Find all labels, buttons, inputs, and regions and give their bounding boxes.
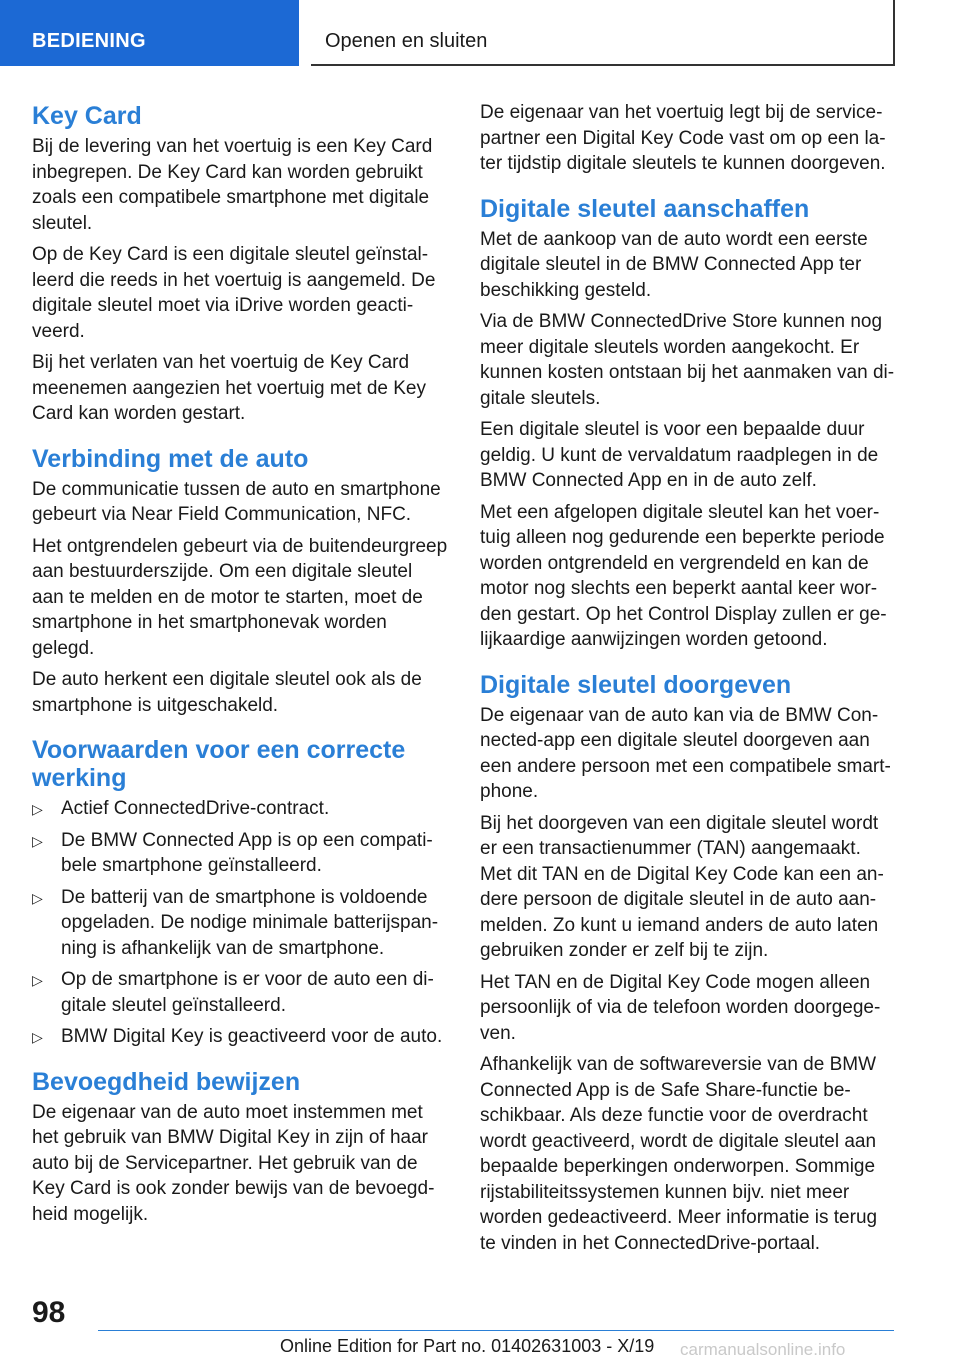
right-column	[480, 100, 896, 1262]
paragraph: Bij het verlaten van het voertuig de Key Card meenemen aangezien het voertuig met de Key Card kan worden gestart.	[32, 352, 426, 424]
chapter-label: Openen en sluiten	[325, 30, 488, 52]
paragraph: Bij het doorgeven van een digitale sleutel wordt er een transactienummer (TAN) aangemaakt. Met dit TAN en de Digital Key Code kan een andere persoon de digitale sleutel in de auto aanmelden. Zo kunt u iemand anders de auto laten gebruiken zonder er zelf bij te zijn.	[480, 812, 884, 961]
paragraph: De eigenaar van het voertuig legt bij de servicepartner een Digital Key Code vast om op een later tijdstip digitale sleutels te kunnen doorgeven.	[480, 102, 886, 174]
heading-key-card: Key Card	[32, 102, 142, 130]
paragraph: De communicatie tussen de auto en smartphone gebeurt via Near Field Communication, NFC.	[32, 478, 441, 525]
triangle-bullet-icon: ▷	[32, 972, 43, 988]
paragraph: Afhankelijk van de softwareversie van de BMW Connected App is de Safe Share-functie beschikbaar. Als deze functie voor de overdracht wordt geactiveerd, wordt de digitale sleutel aan bepaalde beperkingen onderworpen. Sommige rijstabiliteitssystemen kunnen bijv. niet meer worden gedeactiveerd. Meer informatie is terug te vinden in het ConnectedDrive-portaal.	[480, 1054, 878, 1254]
list-item: ▷ De BMW Connected App is op een compatibele smartphone geïnstalleerd.	[32, 829, 433, 876]
paragraph: De eigenaar van de auto moet instemmen met het gebruik van BMW Digital Key in zijn of haar auto bij de Servicepartner. Het gebruik van de Key Card is ook zonder bewijs van de bevoegdheid mogelijk.	[32, 1101, 435, 1225]
edition-note: Online Edition for Part no. 01402631003 - X/19	[280, 1336, 655, 1356]
paragraph: De eigenaar van de auto kan via de BMW Connected-app een digitale sleutel doorgeven aan een andere persoon met een compatibele smartphone.	[480, 704, 891, 802]
triangle-bullet-icon: ▷	[32, 889, 43, 906]
heading-doorgeven: Digitale sleutel doorgeven	[480, 670, 792, 699]
heading-aanschaffen: Digitale sleutel aanschaffen	[480, 194, 810, 223]
heading-bevoegdheid: Bevoegdheid bewijzen	[32, 1067, 301, 1096]
left-column	[32, 100, 448, 1233]
paragraph: Via de BMW ConnectedDrive Store kunnen nog meer digitale sleutels worden aangekocht. Er kunnen kosten ontstaan bij het aanmaken van digitale sleutels.	[480, 311, 895, 409]
list-item: ▷ Op de smartphone is er voor de auto een digitale sleutel geïnstalleerd.	[32, 969, 434, 1016]
section-tab	[0, 0, 299, 66]
page-number: 98	[32, 1296, 66, 1329]
paragraph: Een digitale sleutel is voor een bepaalde duur geldig. U kunt de vervaldatum raadplegen in de BMW Connected App en in de auto zelf.	[480, 419, 879, 491]
watermark: carmanualsonline.info	[680, 1340, 846, 1359]
heading-verbinding: Verbinding met de auto	[32, 444, 309, 473]
heading-voorwaarden: Voorwaarden voor een correcte werking	[32, 736, 406, 792]
triangle-bullet-icon: ▷	[32, 832, 43, 849]
paragraph: Het ontgrendelen gebeurt via de buitendeurgreep aan bestuurderszijde. Om een digitale sleutel aan te melden en de motor te starten, moet de smartphone in het smartphonevak worden gelegd.	[32, 535, 448, 659]
page-header	[0, 0, 960, 66]
paragraph: De auto herkent een digitale sleutel ook als de smartphone is uitgeschakeld.	[32, 669, 422, 716]
paragraph: Bij de levering van het voertuig is een Key Card inbegrepen. De Key Card kan worden gebruikt zoals een compatibele smartphone met digitale sleutel.	[32, 136, 433, 234]
paragraph: Met de aankoop van de auto wordt een eerste digitale sleutel in de BMW Connected App ter beschikking gesteld.	[480, 228, 868, 301]
paragraph: Op de Key Card is een digitale sleutel geïnstalleerd die reeds in het voertuig is aangemeld. De digitale sleutel moet via iDrive worden geactiveerd.	[32, 244, 436, 342]
triangle-bullet-icon: ▷	[32, 801, 43, 817]
paragraph: Het TAN en de Digital Key Code mogen alleen persoonlijk of via de telefoon worden doorgegeven.	[480, 971, 881, 1044]
section-label: BEDIENING	[32, 30, 146, 52]
list-item: ▷ BMW Digital Key is geactiveerd voor de auto.	[32, 1024, 448, 1050]
paragraph: Met een afgelopen digitale sleutel kan het voertuig alleen nog gedurende een beperkte periode worden ontgrendeld en vergrendeld en kan de motor nog slechts een beperkt aantal keer worden gestart. Op het Control Display zullen er gelijkaardige aanwijzingen worden getoond.	[480, 501, 887, 650]
triangle-bullet-icon: ▷	[32, 1029, 43, 1045]
list-item: ▷ Actief ConnectedDrive-contract.	[32, 796, 448, 822]
chapter-tab	[311, 0, 895, 66]
list-item: ▷ De batterij van de smartphone is voldoende opgeladen. De nodige minimale batterijspanning is afhankelijk van de smartphone.	[32, 886, 439, 959]
footer-divider	[98, 1330, 894, 1331]
requirements-list	[32, 796, 448, 1050]
